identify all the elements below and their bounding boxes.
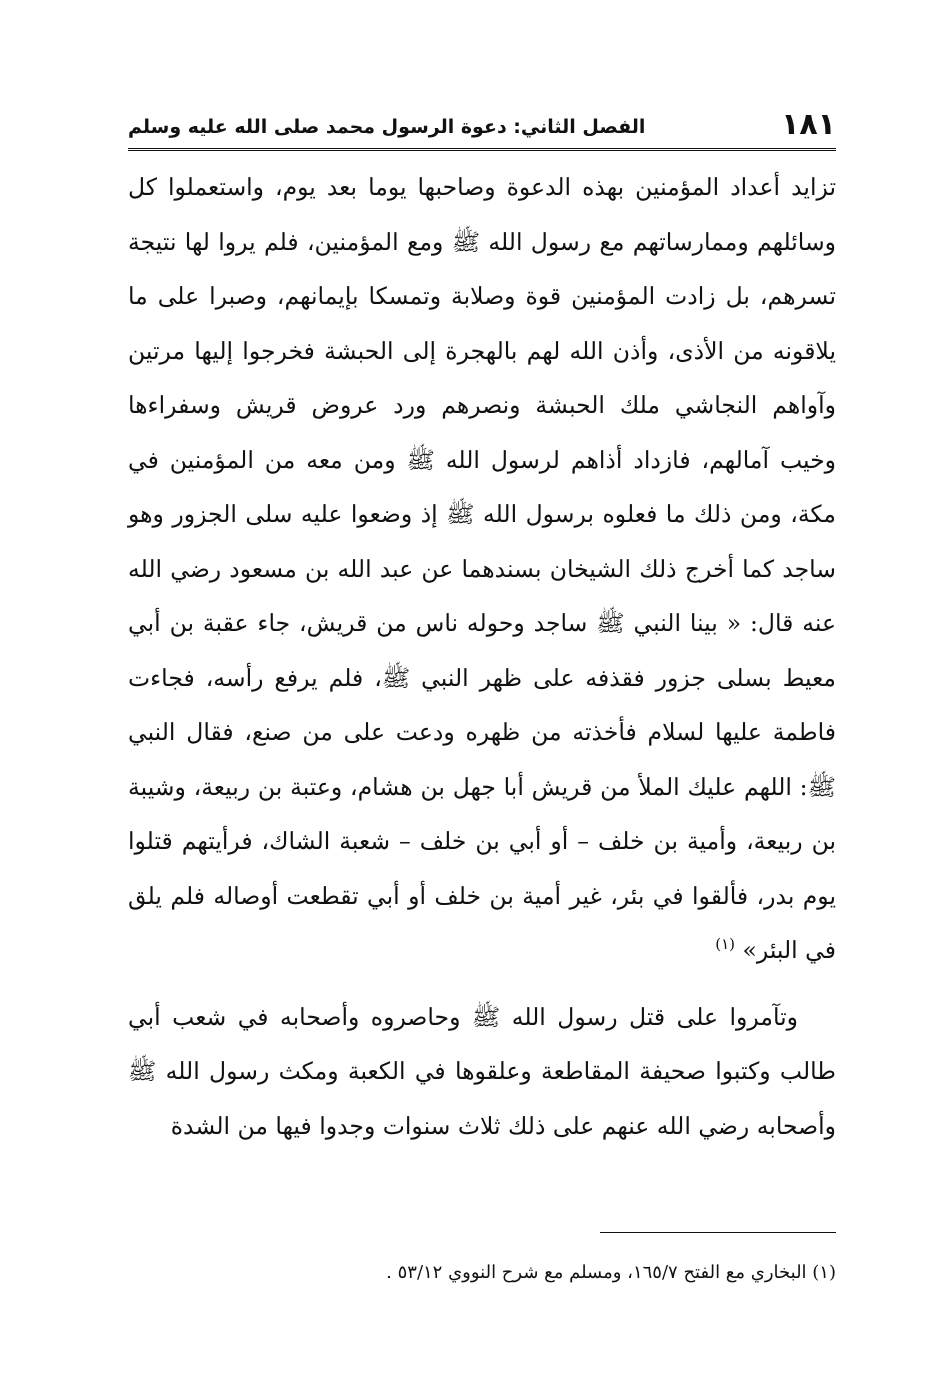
footnote-reference: (١) — [715, 935, 735, 954]
main-text — [128, 160, 836, 1153]
footnote: (١) البخاري مع الفتح ١٦٥/٧، ومسلم مع شرح النووي ٥٣/١٢ . — [386, 1262, 836, 1283]
page-header — [128, 108, 836, 148]
paragraph — [128, 160, 836, 978]
running-title: الفصل الثاني: دعوة الرسول محمد صلى الله عليه وسلم — [128, 116, 646, 138]
page-number: ١٨١ — [781, 107, 836, 142]
paragraph-text: تزايد أعداد المؤمنين بهذه الدعوة وصاحبها يوما بعد يوم، واستعملوا كل وسائلهم وممارساتهم مع رسول الله ﷺ ومع المؤمنين، فلم يروا لها نتيجة تسرهم، بل زادت المؤمنين قوة وصلابة وتمسكا بإيمانهم، وصبرا على ما يلاقونه من الأذى، وأذن الله لهم بالهجرة إلى الحبشة فخرجوا إليها مرتين وآواهم النجاشي ملك الحبشة ونصرهم ورد عروض قريش وسفراءها وخيب آمالهم، فازداد أذاهم لرسول الله ﷺ ومن معه من المؤمنين في مكة، ومن ذلك ما فعلوه برسول الله ﷺ إذ وضعوا عليه سلى الجزور وهو ساجد كما أخرج ذلك الشيخان بسندهما عن عبد الله بن مسعود رضي الله عنه قال: « بينا النبي ﷺ ساجد وحوله ناس من قريش، جاء عقبة بن أبي معيط بسلى جزور فقذفه على ظهر النبي ﷺ، فلم يرفع رأسه، فجاءت فاطمة عليها لسلام فأخذته من ظهره ودعت على من صنع، فقال النبي ﷺ: اللهم عليك الملأ من قريش أبا جهل بن هشام، وعتبة بن ربيعة، وشيبة بن ربيعة، وأمية بن خلف – أو أبي بن خلف – شعبة الشاك، فرأيتهم قتلوا يوم بدر، فألقوا في بئر، غير أمية بن خلف أو أبي تقطعت أوصاله فلم يلق في البئر» — [128, 173, 836, 964]
header-rule — [128, 148, 836, 151]
paragraph: وتآمروا على قتل رسول الله ﷺ وحاصروه وأصحابه في شعب أبي طالب وكتبوا صحيفة المقاطعة وعلقوها في الكعبة ومكث رسول الله ﷺ وأصحابه رضي الله عنهم على ذلك ثلاث سنوات وجدوا فيها من الشدة — [128, 1002, 836, 1140]
footnote-separator — [600, 1232, 836, 1233]
